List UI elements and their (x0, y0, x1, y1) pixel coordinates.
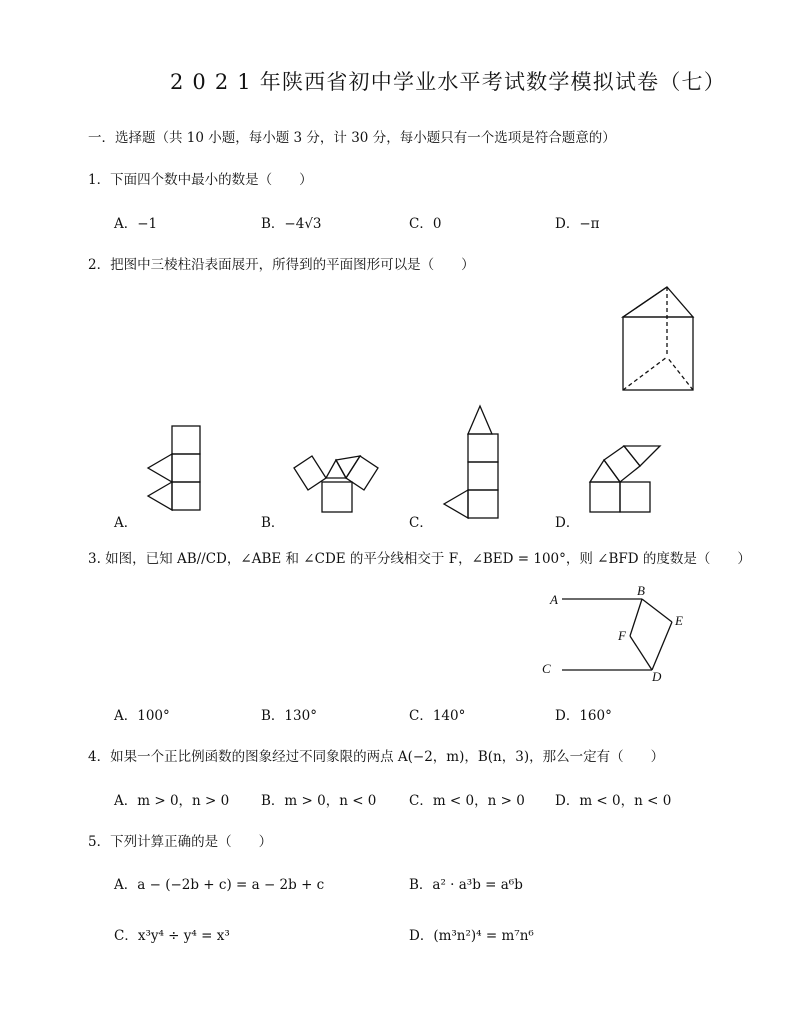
q5-option-b[interactable]: B．a² · a³b = a⁶b (409, 877, 523, 893)
q2-option-d[interactable]: D． (555, 515, 580, 531)
parallel-lines-figure (540, 584, 690, 684)
q3-option-a[interactable]: A．100° (114, 708, 170, 724)
label-point-d: D (652, 669, 662, 684)
q1-option-c[interactable]: C．0 (409, 216, 442, 232)
q2-option-a[interactable]: A． (114, 515, 138, 531)
q5-option-d[interactable]: D．(m³n²)⁴ = m⁷n⁶ (409, 928, 534, 944)
question-2-stem: 2．把图中三棱柱沿表面展开，所得到的平面图形可以是（ ） (88, 257, 475, 273)
exam-title: 2 0 2 1 年陕西省初中学业水平考试数学模拟试卷（七） (170, 70, 726, 94)
net-option-b-figure (292, 436, 392, 516)
q1-option-a[interactable]: A．−1 (114, 216, 158, 232)
label-point-e: E (675, 613, 683, 628)
section-heading: 一．选择题（共 10 小题，每小题 3 分，计 30 分，每小题只有一个选项是符合题意的） (88, 130, 616, 146)
q5-option-c[interactable]: C．x³y⁴ ÷ y⁴ = x³ (114, 928, 230, 944)
question-1-stem: 1．下面四个数中最小的数是（ ） (88, 172, 313, 188)
q3-option-c[interactable]: C．140° (409, 708, 466, 724)
q1-option-d[interactable]: D．−π (555, 216, 600, 232)
question-4-stem: 4．如果一个正比例函数的图象经过不同象限的两点 A(−2，m)，B(n，3)，那么一定有（ ） (88, 749, 665, 765)
net-option-c-figure (440, 404, 500, 524)
question-3-stem: 3. 如图，已知 AB//CD，∠ABE 和 ∠CDE 的平分线相交于 F，∠BED = 100°，则 ∠BFD 的度数是（ ） (88, 551, 751, 567)
q4-option-d[interactable]: D．m < 0，n < 0 (555, 793, 672, 809)
label-point-c: C (542, 661, 551, 676)
q1-option-b[interactable]: B．−4√3 (261, 216, 322, 232)
question-5-stem: 5．下列计算正确的是（ ） (88, 834, 273, 850)
net-option-d-figure (586, 432, 666, 514)
q4-option-c[interactable]: C．m < 0，n > 0 (409, 793, 525, 809)
label-point-a: A (550, 592, 558, 607)
q2-option-b[interactable]: B． (261, 515, 285, 531)
q3-option-d[interactable]: D．160° (555, 708, 612, 724)
label-point-f: F (618, 628, 626, 643)
q5-option-a[interactable]: A．a − (−2b + c) = a − 2b + c (114, 877, 325, 893)
q4-option-a[interactable]: A．m > 0，n > 0 (114, 793, 230, 809)
q2-option-c[interactable]: C． (409, 515, 433, 531)
triangular-prism-figure (620, 284, 696, 394)
q4-option-b[interactable]: B．m > 0，n < 0 (261, 793, 377, 809)
label-point-b: B (637, 583, 645, 598)
net-option-a-figure (146, 424, 206, 514)
q3-option-b[interactable]: B．130° (261, 708, 317, 724)
